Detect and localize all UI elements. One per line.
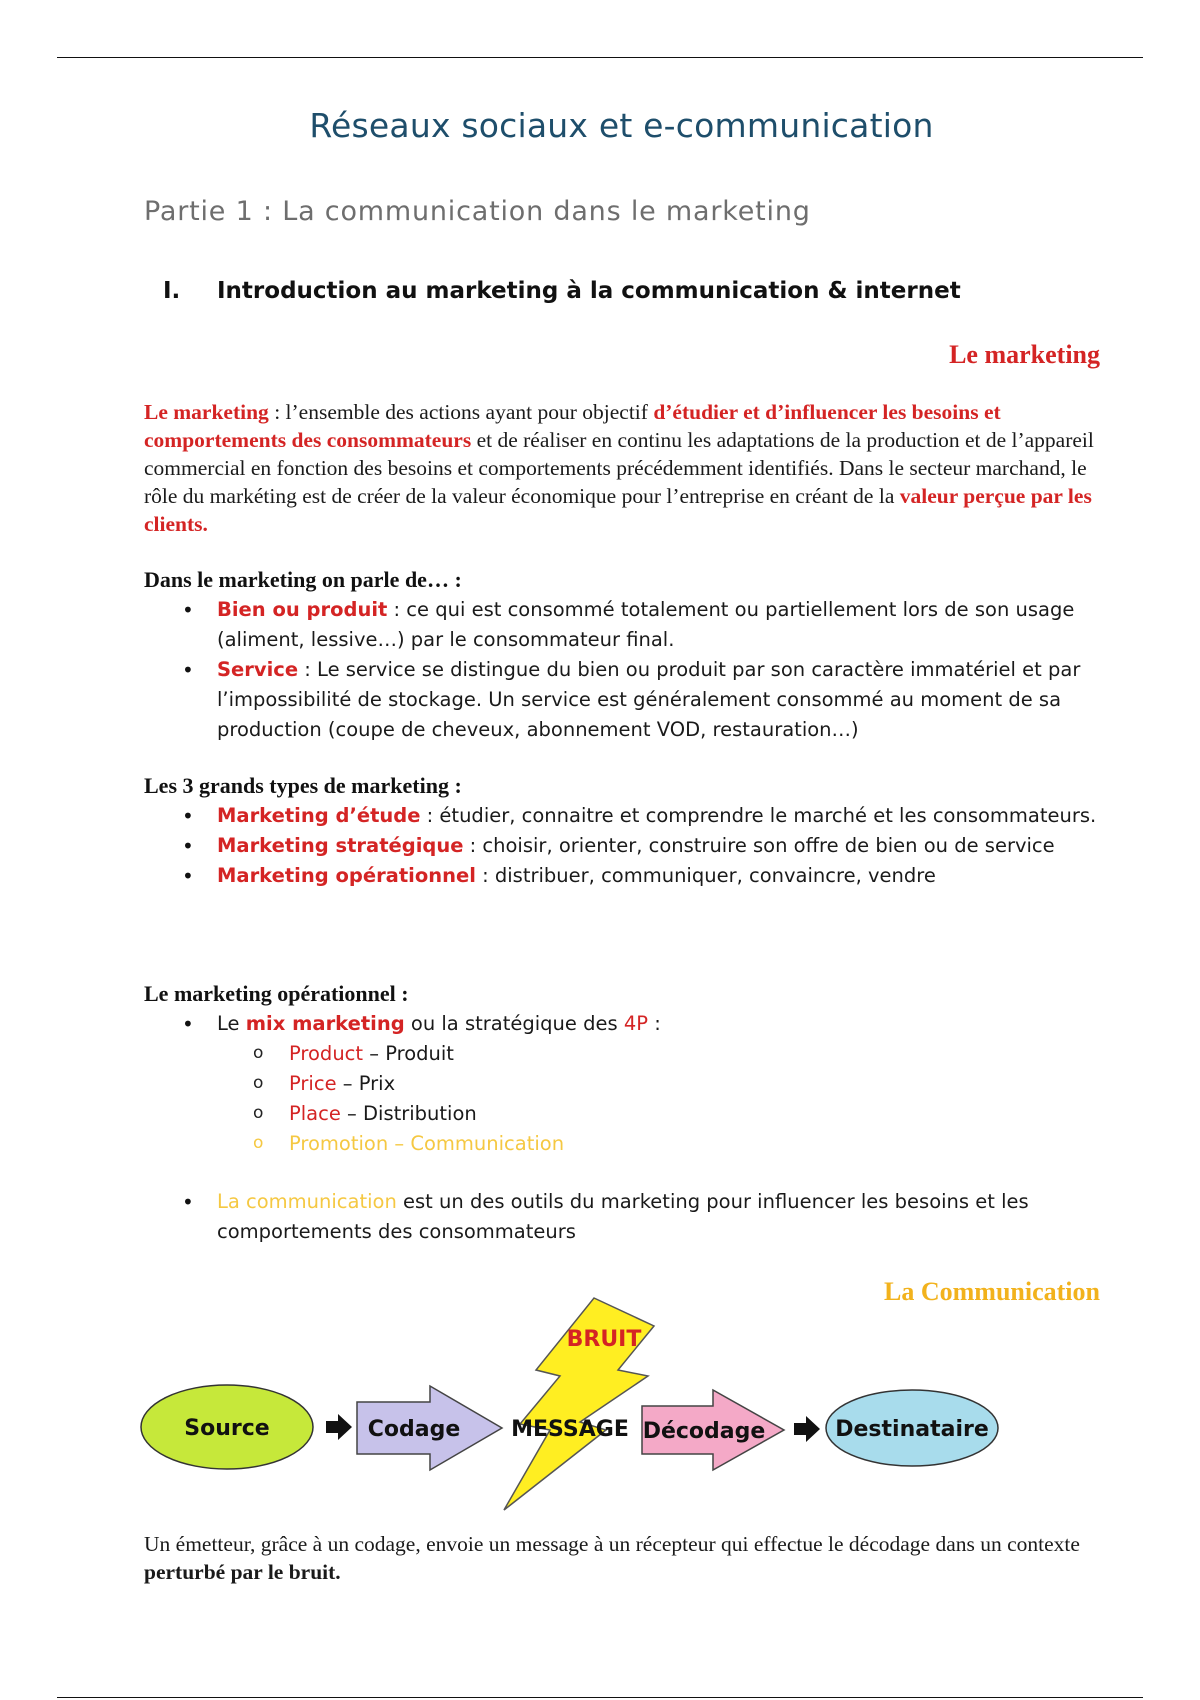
p-item-fr: – Distribution — [340, 1102, 477, 1125]
p-list — [217, 1039, 1104, 1159]
p-item-fr: – Prix — [336, 1072, 396, 1095]
arrow-decodage-destinataire — [794, 1416, 820, 1442]
parle-list — [144, 595, 1104, 745]
communication-caption — [144, 1530, 1094, 1586]
p-item-en: Place — [289, 1102, 341, 1125]
bottom-rule — [57, 1697, 1143, 1698]
operationnel-label: Le marketing opérationnel : — [144, 981, 409, 1006]
item-term: Marketing d’étude — [217, 804, 421, 827]
arrow-source-codage — [326, 1414, 352, 1440]
parle-label: Dans le marketing on parle de… : — [144, 567, 462, 592]
list-item — [144, 595, 1104, 655]
caption-bold: perturbé par le bruit. — [144, 1560, 341, 1584]
item-text: : étudier, connaitre et comprendre le marché et les consommateurs. — [420, 804, 1097, 827]
bruit-label: BRUIT — [566, 1327, 642, 1352]
caption-text: Un émetteur, grâce à un codage, envoie un message à un récepteur qui effectue le décodage dans un contexte — [144, 1532, 1080, 1556]
definition-text-2: et de réaliser en continu les adaptations de la production et de l’appareil commercial en fonction des besoins et comportements précédemment identifiés. Dans le secteur marchand, le rôle du markéting est de créer de la valeur économique pour l’entreprise en créant de la — [144, 428, 1094, 508]
section-title: Introduction au marketing à la communication & internet — [217, 278, 961, 304]
item-term: Marketing opérationnel — [217, 864, 476, 887]
p-item-fr: – Produit — [363, 1042, 454, 1065]
item-term: Service — [217, 658, 299, 681]
item-text: : Le service se distingue du bien ou produit par son caractère immatériel et par l’impossibilité de stockage. Un service est généralement consommé au moment de sa production (coupe de cheveux, abonnement VOD, restauration…) — [217, 658, 1081, 741]
types-list — [144, 801, 1104, 891]
message-label: MESSAGE — [511, 1417, 629, 1442]
operationnel-list — [144, 1009, 1104, 1159]
mix-prefix: Le — [217, 1012, 246, 1035]
item-text: : choisir, orienter, construire son offre de bien ou de service — [463, 834, 1055, 857]
definition-highlight-1: d’étudier et d’influencer les besoins et comportements des consommateurs — [144, 400, 1001, 452]
marketing-definition — [144, 398, 1094, 538]
p-item — [217, 1069, 1104, 1099]
item-text: : distribuer, communiquer, convaincre, vendre — [475, 864, 936, 887]
section-heading — [163, 278, 961, 304]
decodage-label: Décodage — [642, 1419, 766, 1444]
definition-term: Le marketing — [144, 400, 269, 424]
communication-heading: La Communication — [884, 1277, 1100, 1306]
mix-suffix: : — [648, 1012, 661, 1035]
definition-highlight-2: valeur perçue par les clients. — [144, 484, 1092, 536]
source-label: Source — [184, 1416, 270, 1441]
list-item — [144, 1187, 1104, 1247]
list-item — [144, 1009, 1104, 1159]
p-item-en: Price — [289, 1072, 337, 1095]
types-label: Les 3 grands types de marketing : — [144, 773, 462, 798]
page-title: Réseaux sociaux et e-communication — [309, 106, 934, 145]
promotion-text: Promotion – Communication — [289, 1132, 565, 1155]
definition-text-1: : l’ensemble des actions ayant pour objectif — [268, 400, 654, 424]
list-item — [144, 861, 1104, 891]
p-item — [217, 1099, 1104, 1129]
mix-mid: ou la stratégique des — [404, 1012, 624, 1035]
communication-diagram — [140, 1290, 1020, 1520]
p-item-promotion — [217, 1129, 1104, 1159]
p-item-en: Product — [289, 1042, 364, 1065]
communication-list — [144, 1187, 1104, 1247]
mix-term: mix marketing — [245, 1012, 405, 1035]
destinataire-label: Destinataire — [835, 1417, 989, 1442]
item-text: : ce qui est consommé totalement ou partiellement lors de son usage (aliment, lessive…) par le consommateur final. — [217, 598, 1075, 651]
part-subtitle: Partie 1 : La communication dans le marketing — [144, 196, 811, 227]
marketing-heading: Le marketing — [949, 340, 1100, 369]
codage-label: Codage — [367, 1417, 461, 1442]
item-term: Marketing stratégique — [217, 834, 464, 857]
list-item — [144, 655, 1104, 745]
comm-text: est un des outils du marketing pour influencer les besoins et les comportements des consommateurs — [217, 1190, 1029, 1243]
list-item — [144, 801, 1104, 831]
top-rule — [57, 57, 1143, 58]
list-item — [144, 831, 1104, 861]
mix-4p: 4P — [623, 1012, 649, 1035]
item-term: Bien ou produit — [217, 598, 388, 621]
p-item — [217, 1039, 1104, 1069]
section-number: I. — [163, 278, 181, 304]
comm-term: La communication — [217, 1190, 397, 1213]
